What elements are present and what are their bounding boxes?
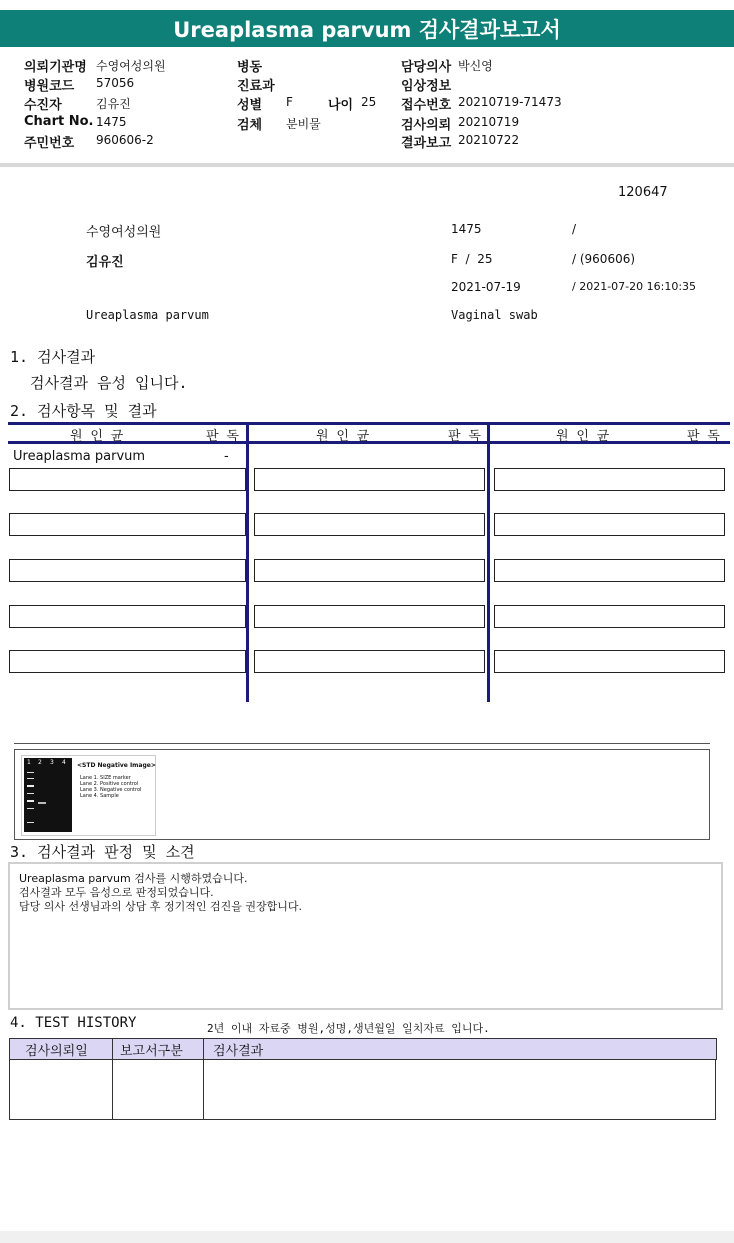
summary-name: 김유진 <box>86 255 124 270</box>
result-cell <box>494 513 725 536</box>
value-receipt-no: 20210719-71473 <box>458 95 562 109</box>
col-result-1: 판 독 <box>206 429 239 444</box>
table-col-divider-2 <box>487 422 490 702</box>
summary-rrn: / (960606) <box>572 252 636 266</box>
section4-heading: 4. TEST HISTORY <box>10 1015 137 1031</box>
value-report-date: 20210722 <box>458 133 520 147</box>
marker-band <box>27 808 34 809</box>
result-cell <box>254 559 485 582</box>
history-header-row <box>9 1038 717 1060</box>
label-clinical-info: 임상정보 <box>401 79 452 94</box>
col-pathogen-2: 원 인 균 <box>316 429 370 444</box>
item-result: - <box>224 449 229 464</box>
label-sex: 성별 <box>237 98 263 113</box>
history-border-left <box>9 1059 10 1120</box>
value-age: 25 <box>361 95 377 109</box>
value-hospital-code: 57056 <box>96 76 135 90</box>
history-col-report-type: 보고서구분 <box>120 1044 183 1059</box>
col-result-3: 판 독 <box>687 429 720 444</box>
label-ward: 병동 <box>237 60 263 75</box>
gel-legend-item: Lane 1. SIZE marker <box>80 775 131 781</box>
marker-band <box>27 800 34 802</box>
opinion-line: Ureaplasma parvum 검사를 시행하였습니다. <box>19 872 248 885</box>
gel-legend-item: Lane 3. Negative control <box>80 787 142 793</box>
table-col-divider-1 <box>246 422 249 702</box>
value-chart-no: 1475 <box>96 115 127 129</box>
report-number: 120647 <box>618 185 668 200</box>
gel-strip <box>24 758 72 832</box>
value-request-date: 20210719 <box>458 115 520 129</box>
marker-band <box>27 778 34 779</box>
item-name: Ureaplasma parvum <box>13 449 146 464</box>
result-cell <box>254 650 485 673</box>
history-col-request-date: 검사의뢰일 <box>25 1044 88 1059</box>
result-cell <box>254 513 485 536</box>
gel-legend-item: Lane 2. Positive control <box>80 781 139 787</box>
result-cell <box>254 605 485 628</box>
gel-title: <STD Negative Image> <box>77 762 156 769</box>
label-receipt-no: 접수번호 <box>401 98 452 113</box>
summary-sex-age: F / 25 <box>451 252 493 266</box>
opinion-box <box>8 862 723 1010</box>
label-age: 나이 <box>328 98 354 113</box>
result-cell <box>494 468 725 491</box>
report-title: Ureaplasma parvum 검사결과보고서 <box>0 10 734 47</box>
opinion-line: 담당 의사 선생님과의 상담 후 정기적인 검진을 권장합니다. <box>19 900 302 913</box>
marker-band <box>27 772 34 773</box>
summary-clinic: 수영여성의원 <box>86 225 162 240</box>
opinion-text <box>19 872 302 914</box>
history-col-divider <box>203 1038 204 1120</box>
marker-band <box>27 822 34 823</box>
value-patient: 김유진 <box>96 97 131 111</box>
result-cell <box>494 559 725 582</box>
value-rrn: 960606-2 <box>96 133 154 147</box>
lane-label: 3 <box>50 759 54 766</box>
label-request-date: 검사의뢰 <box>401 118 452 133</box>
history-note: 2년 이내 자료중 병원,성명,생년월일 일치자료 입니다. <box>207 1022 490 1035</box>
section2-heading: 2. 검사항목 및 결과 <box>10 402 157 420</box>
summary-chart-slash: / <box>572 222 577 236</box>
result-cell <box>494 650 725 673</box>
result-cell <box>494 605 725 628</box>
gel-legend <box>80 775 141 799</box>
summary-specimen: Vaginal swab <box>451 308 538 322</box>
lane-label: 2 <box>38 759 42 766</box>
header-separator <box>0 163 734 167</box>
result-cell <box>9 605 246 628</box>
label-patient: 수진자 <box>24 98 62 113</box>
summary-chart: 1475 <box>451 222 482 236</box>
history-border-bottom <box>9 1119 716 1120</box>
result-table <box>8 422 730 702</box>
section1-text: 검사결과 음성 입니다. <box>30 374 188 392</box>
value-doctor: 박신영 <box>458 59 493 73</box>
lane-label: 1 <box>27 759 31 766</box>
label-requester: 의뢰기관명 <box>24 60 87 75</box>
marker-band <box>27 793 34 794</box>
gel-frame <box>14 749 710 840</box>
value-requester: 수영여성의원 <box>96 59 166 73</box>
label-rrn: 주민번호 <box>24 136 75 151</box>
page-footer <box>0 1231 734 1243</box>
history-table <box>9 1038 717 1120</box>
label-hospital-code: 병원코드 <box>24 79 75 94</box>
opinion-line: 검사결과 모두 음성으로 판정되었습니다. <box>19 886 214 899</box>
history-col-result: 검사결과 <box>213 1044 264 1059</box>
gel-image <box>21 755 156 836</box>
value-specimen: 분비물 <box>286 117 321 131</box>
col-result-2: 판 독 <box>448 429 481 444</box>
result-cell <box>9 468 246 491</box>
gel-top-rule <box>14 743 710 744</box>
result-cell <box>9 513 246 536</box>
col-pathogen-1: 원 인 균 <box>70 429 124 444</box>
label-report-date: 결과보고 <box>401 136 452 151</box>
summary-request-date: 2021-07-19 <box>451 280 521 294</box>
positive-band <box>38 802 46 804</box>
label-doctor: 담당의사 <box>401 60 452 75</box>
marker-band <box>27 785 34 787</box>
label-specimen: 검체 <box>237 118 263 133</box>
result-cell <box>254 468 485 491</box>
label-chart-no: Chart No. <box>24 114 94 129</box>
summary-test-name: Ureaplasma parvum <box>86 308 209 322</box>
result-cell <box>9 650 246 673</box>
value-sex: F <box>286 95 293 109</box>
section1-heading: 1. 검사결과 <box>10 348 96 366</box>
label-department: 진료과 <box>237 79 275 94</box>
history-border-right <box>715 1059 716 1120</box>
gel-legend-item: Lane 4. Sample <box>80 793 119 799</box>
result-cell <box>9 559 246 582</box>
summary-report-datetime: / 2021-07-20 16:10:35 <box>572 280 697 293</box>
col-pathogen-3: 원 인 균 <box>556 429 610 444</box>
section3-heading: 3. 검사결과 판정 및 소견 <box>10 843 195 861</box>
history-col-divider <box>112 1038 113 1120</box>
lane-label: 4 <box>62 759 66 766</box>
